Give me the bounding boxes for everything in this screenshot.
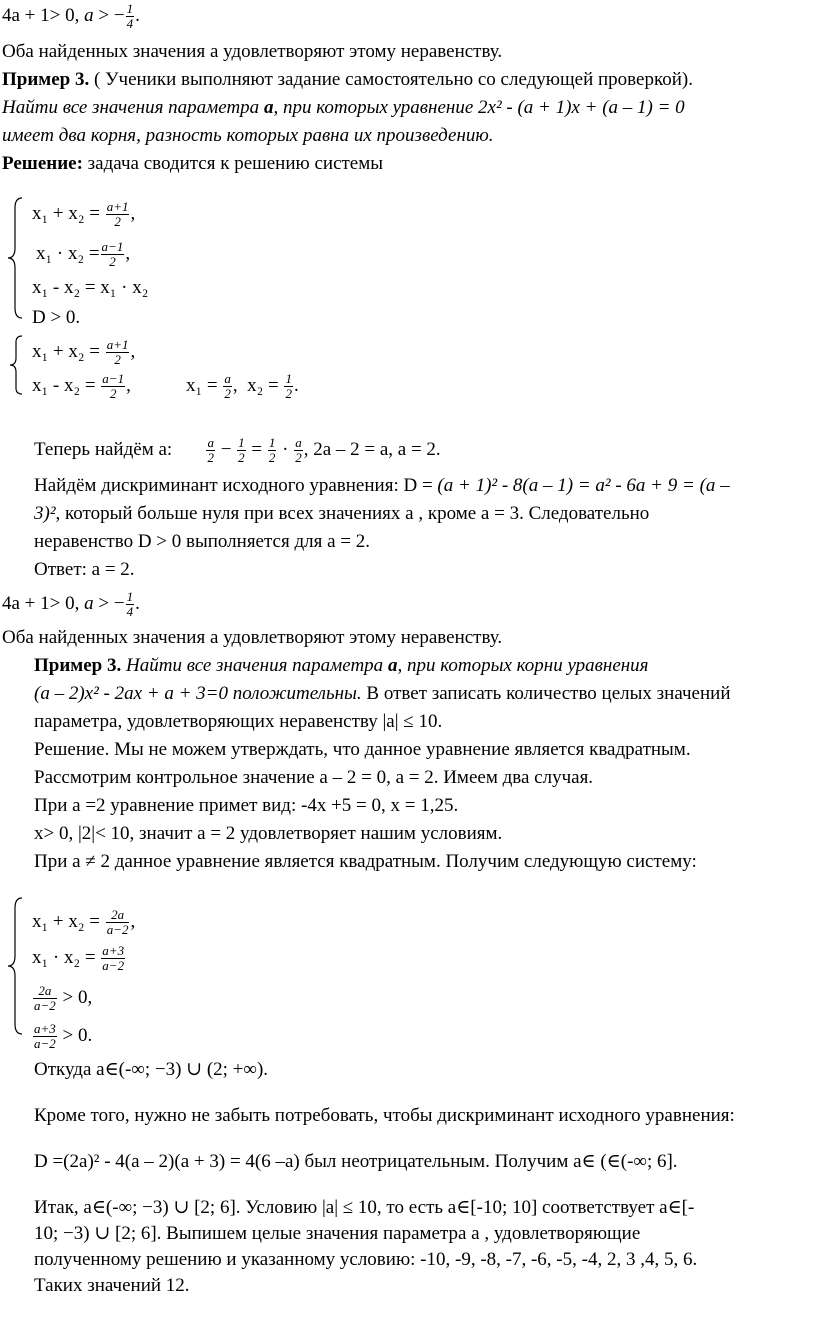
sys1-row1	[32, 200, 135, 229]
solution-p1: Решение. Мы не можем утверждать, что данное уравнение является квадратным.	[34, 739, 691, 760]
frac-num: a	[207, 435, 214, 450]
ineq-left: 4a + 1	[2, 4, 50, 26]
find-a-text: Теперь найдём a:	[34, 438, 173, 460]
param-a: а	[263, 97, 274, 118]
frac	[33, 984, 57, 1013]
frac	[206, 436, 215, 465]
ineq-var: a	[84, 4, 94, 26]
frac	[223, 372, 232, 401]
sys2-solutions	[186, 372, 299, 401]
frac-num: a+1	[106, 199, 129, 214]
inequality-line-repeat	[2, 590, 140, 619]
solution-p11: полученному решению и указанному условию: -10, -9, -8, -7, -6, -5, -4, 2, 3 ,4, 5, 6.	[34, 1249, 698, 1270]
frac-den: 2	[114, 352, 121, 367]
example-label: Пример 3.	[2, 69, 90, 90]
sys2-row1	[32, 338, 135, 367]
disc-text: Найдём дискриминант исходного уравнения: D =	[34, 475, 438, 496]
both-values-text: Оба найденных значения а удовлетворяют этому неравенству.	[2, 41, 503, 62]
frac-den: 2	[109, 254, 116, 269]
sum-lhs: x₁ + x₂ =	[32, 340, 100, 362]
frac-den: 4	[126, 604, 134, 619]
solution-heading	[2, 152, 383, 176]
task-equation: , при которых уравнение 2x² - (a + 1)x + (a – 1) = 0	[273, 97, 685, 118]
solution-p5: При а ≠ 2 данное уравнение является квадратным. Получим следующую систему:	[34, 851, 697, 872]
inequality-line	[2, 2, 140, 31]
frac-den: a−2	[34, 1036, 56, 1051]
frac-den: a−2	[106, 922, 129, 937]
frac	[106, 338, 130, 367]
frac-num: a	[295, 435, 302, 450]
dot-sign: ·	[282, 438, 289, 460]
ineq-gt: > 0,	[49, 592, 85, 614]
frac-den: 2	[295, 450, 302, 465]
example-label: Пример 3.	[34, 655, 122, 676]
example-3b-line3: параметра, удовлетворяющих неравенству |a| ≤ 10.	[34, 711, 443, 732]
find-a-tail: , 2a – 2 = a, a = 2.	[303, 438, 441, 460]
param-a: а	[387, 655, 398, 676]
gt-zero: > 0,	[62, 986, 93, 1008]
frac-den: 2	[207, 450, 214, 465]
frac	[101, 944, 125, 973]
brace-icon	[8, 334, 24, 396]
comma: ,	[130, 340, 136, 362]
frac-num: 2a	[106, 908, 130, 923]
frac	[101, 372, 125, 401]
task-text: В ответ записать количество целых значений	[361, 683, 731, 704]
sys1-row3: x₁ - x₂ = x₁ · x₂	[32, 277, 149, 298]
product-lhs: x₁ · x₂ =	[32, 946, 96, 968]
solution-p4: x> 0, |2|< 10, значит а = 2 удовлетворяет нашим условиям.	[34, 823, 503, 844]
sys2-row2	[32, 372, 131, 401]
frac	[284, 372, 293, 401]
discriminant-line2	[34, 502, 649, 526]
sys3-row4	[32, 1022, 92, 1051]
task-text: , при которых корни уравнения	[397, 655, 649, 676]
example-3b-line2	[34, 682, 730, 706]
frac-num: a−1	[101, 239, 124, 254]
frac-den: 2	[238, 450, 245, 465]
solution-text: задача сводится к решению системы	[82, 153, 384, 174]
task-text: Найти все значения параметра	[2, 97, 264, 118]
task-3a-line1	[2, 96, 685, 120]
task-3a-line2: имеет два корня, разность которых равна их произведению.	[2, 125, 494, 146]
disc-text: , который больше нуля при всех значениях а , кроме а = 3. Следовательно	[55, 503, 650, 524]
sum-lhs: x₁ + x₂ =	[32, 202, 100, 224]
frac	[268, 436, 277, 465]
sys1-row2	[36, 240, 130, 269]
frac	[106, 200, 130, 229]
find-a-line	[34, 436, 441, 465]
comma: ,	[130, 202, 136, 224]
ineq-dot: .	[135, 592, 140, 614]
ineq-var: a	[84, 592, 94, 614]
frac-den: 2	[268, 450, 276, 465]
frac-num: 1	[126, 1, 134, 16]
discriminant-line3: неравенство D > 0 выполняется для а = 2.	[34, 531, 370, 552]
minus-sign: −	[220, 438, 232, 460]
frac-num: 1	[126, 589, 134, 604]
sys3-row3	[32, 984, 92, 1013]
ineq-gt2: > −	[93, 4, 125, 26]
frac-num: 1	[285, 371, 292, 386]
task-equation: (a – 2)x² - 2ax + a + 3=0 положительны.	[34, 683, 362, 704]
comma: ,	[126, 374, 131, 396]
both-values-text-repeat: Оба найденных значения а удовлетворяют этому неравенству.	[2, 627, 503, 648]
frac-den: a−2	[34, 998, 56, 1013]
comma: ,	[125, 242, 131, 264]
solution-p12: Таких значений 12.	[34, 1275, 190, 1296]
solution-p8: D =(2a)² - 4(a – 2)(a + 3) = 4(6 –a) был неотрицательным. Получим а∈ (∈(-∞; 6].	[34, 1151, 678, 1172]
solution-p6: Откуда а∈(-∞; −3) ∪ (2; +∞).	[34, 1059, 269, 1080]
example-3b-line1	[34, 654, 649, 678]
x1-lhs: x₁ =	[186, 374, 218, 396]
product-lhs: x₁ · x₂ =	[36, 242, 100, 264]
frac	[101, 240, 125, 269]
frac-num: a+1	[106, 337, 129, 352]
frac-den: a−2	[102, 958, 125, 973]
frac-den: 2	[114, 214, 121, 229]
task-text: Найти все значения параметра	[121, 655, 388, 676]
frac-num: a	[224, 371, 231, 386]
solution-label: Решение:	[2, 153, 83, 174]
frac	[106, 908, 130, 937]
frac-num: 2a	[33, 984, 57, 999]
disc-formula-end: 3)²	[34, 503, 56, 524]
frac-num: a+3	[102, 943, 125, 958]
sys3-row2	[32, 944, 126, 973]
comma: ,	[130, 910, 136, 932]
ineq-dot: .	[135, 4, 140, 26]
ineq-gt: > 0,	[49, 4, 85, 26]
solution-p2: Рассмотрим контрольное значение а – 2 = 0, а = 2. Имеем два случая.	[34, 767, 594, 788]
sys3-row1	[32, 908, 135, 937]
sum-lhs: x₁ + x₂ =	[32, 910, 100, 932]
frac-num: a+3	[34, 1021, 56, 1036]
frac	[237, 436, 246, 465]
discriminant-line1	[34, 474, 730, 498]
example-note: ( Ученики выполняют задание самостоятельно со следующей проверкой).	[89, 69, 693, 90]
frac	[294, 436, 303, 465]
sys1-row4: D > 0.	[32, 307, 81, 328]
dot: .	[293, 374, 299, 396]
comma: ,	[232, 374, 238, 396]
frac-num: 1	[238, 435, 245, 450]
x2-lhs: x₂ =	[247, 374, 279, 396]
disc-formula: (a + 1)² - 8(a – 1) = a² - 6a + 9 = (a –	[437, 475, 730, 496]
frac-den: 4	[126, 16, 134, 31]
frac-one-quarter	[126, 590, 135, 619]
frac-den: 2	[285, 386, 292, 401]
ineq-left: 4a + 1	[2, 592, 50, 614]
solution-p10: 10; −3) ∪ [2; 6]. Выпишем целые значения параметра а , удовлетворяющие	[34, 1223, 641, 1244]
gt-zero: > 0.	[62, 1024, 93, 1046]
frac-one-quarter	[126, 2, 135, 31]
frac-num: 1	[268, 435, 276, 450]
diff-lhs: x₁ - x₂ =	[32, 374, 96, 396]
ineq-gt2: > −	[93, 592, 125, 614]
brace-icon	[6, 196, 24, 320]
answer-1: Ответ: а = 2.	[34, 559, 135, 580]
solution-p7: Кроме того, нужно не забыть потребовать, чтобы дискриминант исходного уравнения:	[34, 1105, 735, 1126]
frac-den: 2	[224, 386, 231, 401]
frac-den: 2	[109, 386, 117, 401]
solution-p3: При а =2 уравнение примет вид: -4x +5 = 0, x = 1,25.	[34, 795, 459, 816]
frac	[33, 1022, 57, 1051]
equals-sign: =	[251, 438, 263, 460]
solution-p9: Итак, а∈(-∞; −3) ∪ [2; 6]. Условию |a| ≤ 10, то есть а∈[-10; 10] соответствует а∈[-	[34, 1197, 695, 1218]
brace-icon	[6, 896, 24, 1036]
frac-num: a−1	[102, 371, 125, 386]
example-3a-heading	[2, 68, 693, 92]
